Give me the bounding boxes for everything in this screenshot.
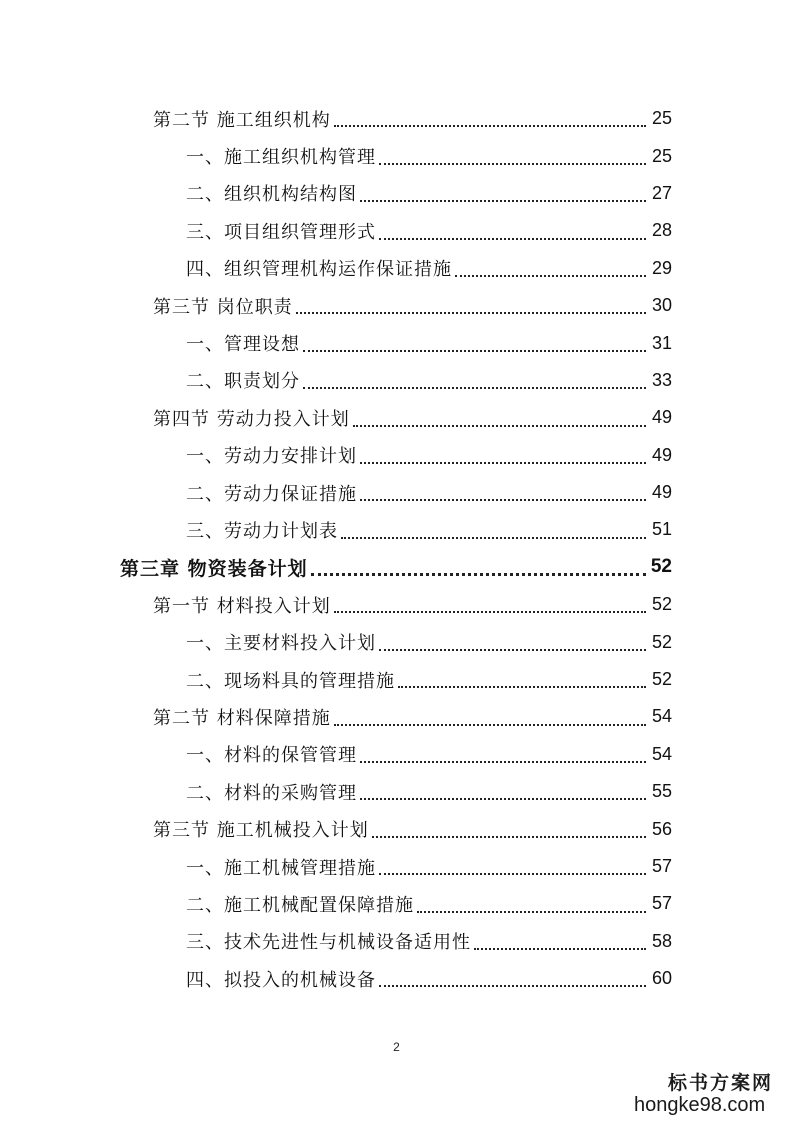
toc-entry-page: 54 <box>651 743 672 764</box>
toc-dot-leader <box>379 162 646 165</box>
toc-entry-page: 28 <box>651 220 672 241</box>
toc-entry-page: 33 <box>651 369 672 390</box>
toc-subsection-entry[interactable] <box>0 175 793 212</box>
toc-subsection-entry[interactable] <box>0 362 793 399</box>
toc-dot-leader <box>379 984 646 987</box>
toc-entry-page: 49 <box>651 444 672 465</box>
toc-dot-leader <box>303 386 646 389</box>
toc-entry-label: 一、管理设想 <box>186 334 300 356</box>
toc-entry-label: 二、职责划分 <box>186 371 300 393</box>
toc-entry-label: 二、施工机械配置保障措施 <box>186 894 414 916</box>
toc-entry-label: 第一节 材料投入计划 <box>153 595 331 617</box>
toc-dot-leader <box>360 498 646 501</box>
toc-dot-leader <box>334 124 646 127</box>
toc-dot-leader <box>334 723 646 726</box>
toc-subsection-entry[interactable] <box>0 885 793 922</box>
toc-dot-leader <box>353 424 646 427</box>
toc-entry-page: 54 <box>651 706 672 727</box>
toc-entry-label: 一、劳动力安排计划 <box>186 446 357 468</box>
toc-entry-label: 一、施工机械管理措施 <box>186 857 376 879</box>
toc-entry-page: 60 <box>651 968 672 989</box>
toc-chapter-entry[interactable] <box>0 549 793 586</box>
page-number: 2 <box>393 1040 400 1054</box>
toc-entry-page: 52 <box>651 631 672 652</box>
toc-subsection-entry[interactable] <box>0 960 793 997</box>
toc-entry-label: 第四节 劳动力投入计划 <box>153 408 350 430</box>
toc-dot-leader <box>360 797 646 800</box>
toc-dot-leader <box>455 274 646 277</box>
toc-entry-page: 25 <box>651 108 672 129</box>
toc-entry-label: 一、施工组织机构管理 <box>186 147 376 169</box>
toc-section-entry[interactable] <box>0 698 793 735</box>
toc-dot-leader <box>379 237 646 240</box>
toc-subsection-entry[interactable] <box>0 250 793 287</box>
toc-entry-label: 四、组织管理机构运作保证措施 <box>186 259 452 281</box>
toc-entry-page: 52 <box>651 669 672 690</box>
toc-section-entry[interactable] <box>0 399 793 436</box>
toc-entry-label: 三、项目组织管理形式 <box>186 221 376 243</box>
toc-entry-page: 52 <box>651 594 672 615</box>
toc-dot-leader <box>334 610 646 613</box>
toc-entry-label: 第三节 岗位职责 <box>153 296 293 318</box>
toc-entry-page: 51 <box>651 519 672 540</box>
toc-entry-label: 三、劳动力计划表 <box>186 520 338 542</box>
toc-section-entry[interactable] <box>0 100 793 137</box>
toc-subsection-entry[interactable] <box>0 212 793 249</box>
toc-entry-label: 四、拟投入的机械设备 <box>186 969 376 991</box>
toc-entry-page: 58 <box>651 930 672 951</box>
toc-dot-leader <box>360 199 646 202</box>
toc-dot-leader <box>360 461 646 464</box>
toc-subsection-entry[interactable] <box>0 773 793 810</box>
toc-entry-label: 第三节 施工机械投入计划 <box>153 820 369 842</box>
toc-entry-label: 二、组织机构结构图 <box>186 184 357 206</box>
toc-dot-leader <box>379 648 646 651</box>
toc-entry-page: 56 <box>651 818 672 839</box>
toc-subsection-entry[interactable] <box>0 474 793 511</box>
watermark-title: 标书方案网 <box>668 1072 774 1094</box>
toc-dot-leader <box>296 311 646 314</box>
toc-dot-leader <box>303 349 646 352</box>
toc-subsection-entry[interactable] <box>0 736 793 773</box>
toc-entry-label: 第二节 材料保障措施 <box>153 707 331 729</box>
toc-entry-label: 第二节 施工组织机构 <box>153 109 331 131</box>
toc-section-entry[interactable] <box>0 810 793 847</box>
table-of-contents <box>0 100 793 997</box>
toc-section-entry[interactable] <box>0 287 793 324</box>
toc-entry-page: 27 <box>651 182 672 203</box>
toc-entry-label: 三、技术先进性与机械设备适用性 <box>186 932 471 954</box>
toc-dot-leader <box>474 947 646 950</box>
toc-entry-label: 二、材料的采购管理 <box>186 782 357 804</box>
toc-entry-page: 29 <box>651 257 672 278</box>
toc-subsection-entry[interactable] <box>0 324 793 361</box>
toc-dot-leader <box>379 872 646 875</box>
toc-entry-page: 52 <box>650 556 672 578</box>
toc-entry-page: 30 <box>651 295 672 316</box>
toc-entry-label: 一、主要材料投入计划 <box>186 633 376 655</box>
toc-subsection-entry[interactable] <box>0 137 793 174</box>
toc-dot-leader <box>311 572 646 576</box>
toc-subsection-entry[interactable] <box>0 437 793 474</box>
toc-entry-page: 49 <box>651 407 672 428</box>
toc-entry-page: 31 <box>651 332 672 353</box>
toc-subsection-entry[interactable] <box>0 661 793 698</box>
toc-dot-leader <box>417 910 646 913</box>
toc-subsection-entry[interactable] <box>0 848 793 885</box>
toc-entry-page: 55 <box>651 781 672 802</box>
toc-entry-page: 57 <box>651 893 672 914</box>
toc-entry-label: 第三章 物资装备计划 <box>120 557 308 580</box>
toc-entry-page: 25 <box>651 145 672 166</box>
toc-entry-page: 57 <box>651 856 672 876</box>
toc-section-entry[interactable] <box>0 586 793 623</box>
toc-subsection-entry[interactable] <box>0 511 793 548</box>
watermark-url: hongke98.com <box>634 1094 766 1116</box>
toc-entry-label: 一、材料的保管管理 <box>186 745 357 767</box>
toc-dot-leader <box>372 835 646 838</box>
toc-dot-leader <box>341 536 646 539</box>
toc-dot-leader <box>398 685 646 688</box>
toc-entry-page: 49 <box>651 482 672 503</box>
toc-entry-label: 二、现场料具的管理措施 <box>186 670 395 692</box>
toc-subsection-entry[interactable] <box>0 923 793 960</box>
toc-entry-label: 二、劳动力保证措施 <box>186 483 357 505</box>
toc-dot-leader <box>360 760 646 763</box>
toc-subsection-entry[interactable] <box>0 623 793 660</box>
